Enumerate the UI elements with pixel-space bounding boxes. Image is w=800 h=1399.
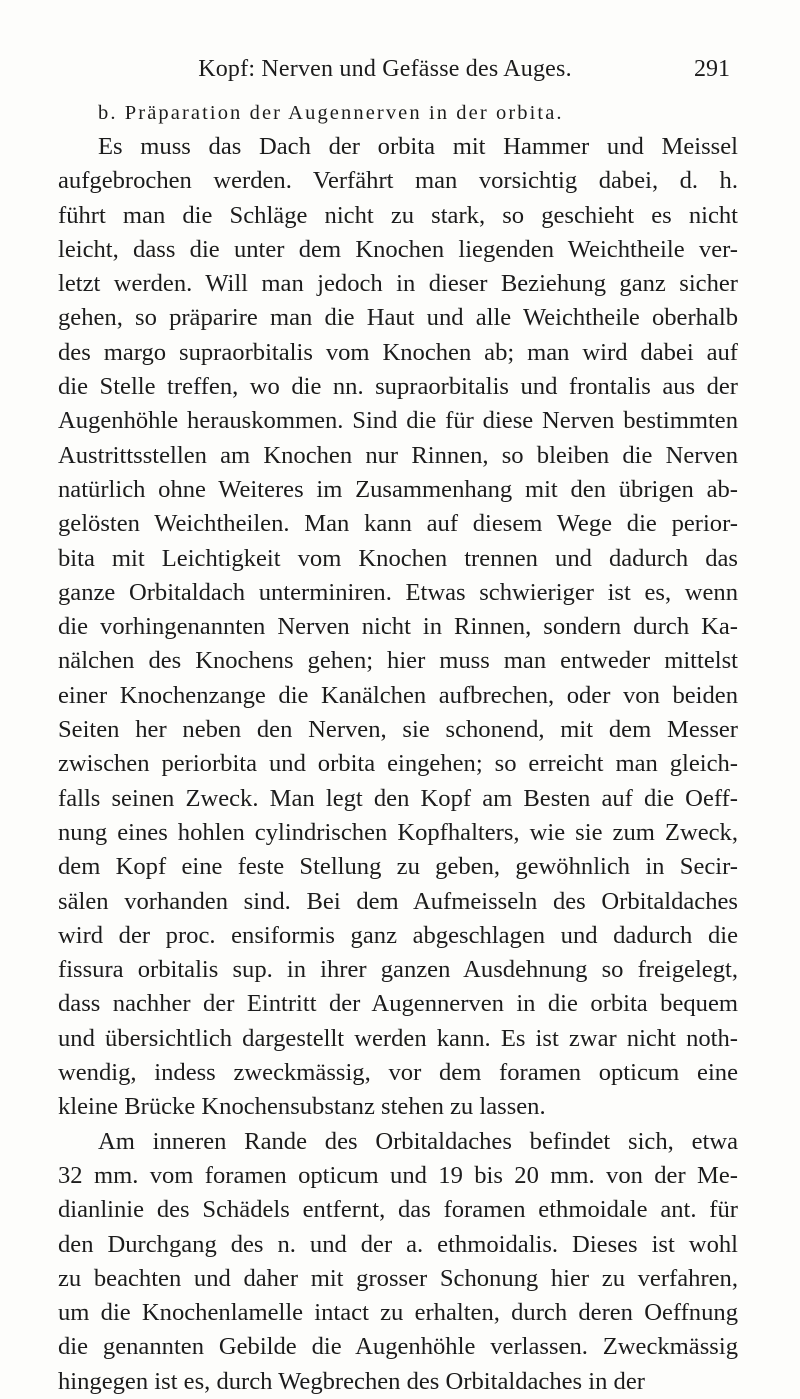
section-heading: b. Präparation der Augennerven in der orbita.: [98, 102, 564, 124]
text-line: des margo supraorbitalis vom Knochen ab; man wird dabei auf: [58, 338, 738, 366]
text-line: zu beachten und daher mit grosser Schonung hier zu verfahren,: [58, 1264, 738, 1292]
text-line: dass nachher der Eintritt der Augennerven in die orbita bequem: [58, 990, 738, 1018]
text-line: gelösten Weichtheilen. Man kann auf diesem Wege die perior-: [58, 510, 738, 538]
text-line: dem Kopf eine feste Stellung zu geben, gewöhnlich in Secir-: [58, 853, 738, 881]
text-line: führt man die Schläge nicht zu stark, so geschieht es nicht: [58, 201, 738, 229]
text-line: um die Knochenlamelle intact zu erhalten, durch deren Oeffnung: [58, 1299, 738, 1327]
text-line: Austrittsstellen am Knochen nur Rinnen, so bleiben die Nerven: [58, 441, 738, 469]
page-header: [40, 56, 730, 92]
paragraph: [58, 130, 738, 1125]
page-number: 291: [694, 56, 730, 82]
text-line: wird der proc. ensiformis ganz abgeschlagen und dadurch die: [58, 921, 738, 949]
text-line: hingegen ist es, durch Wegbrechen des Orbitaldaches in der: [58, 1367, 645, 1395]
text-line: Am inneren Rande des Orbitaldaches befindet sich, etwa: [98, 1127, 738, 1155]
text-line: die Stelle treffen, wo die nn. supraorbitalis und frontalis aus der: [58, 373, 738, 401]
text-line: bita mit Leichtigkeit vom Knochen trennen und dadurch das: [58, 544, 738, 572]
text-line: falls seinen Zweck. Man legt den Kopf am Besten auf die Oeff-: [58, 784, 738, 812]
text-line: die genannten Gebilde die Augenhöhle verlassen. Zweckmässig: [58, 1333, 738, 1361]
text-line: Seiten her neben den Nerven, sie schonend, mit dem Messer: [58, 716, 738, 744]
text-line: die vorhingenannten Nerven nicht in Rinnen, sondern durch Ka-: [58, 613, 738, 641]
running-title: Kopf: Nerven und Gefässe des Auges.: [198, 56, 572, 82]
text-line: dianlinie des Schädels entfernt, das foramen ethmoidale ant. für: [58, 1196, 738, 1224]
text-line: nung eines hohlen cylindrischen Kopfhalters, wie sie zum Zweck,: [58, 818, 738, 846]
text-line: Augenhöhle herauskommen. Sind die für diese Nerven bestimmten: [58, 407, 738, 435]
text-line: gehen, so präparire man die Haut und alle Weichtheile oberhalb: [58, 304, 738, 332]
text-line: natürlich ohne Weiteres im Zusammenhang mit den übrigen ab-: [58, 475, 738, 503]
text-line: sälen vorhanden sind. Bei dem Aufmeisseln des Orbitaldaches: [58, 887, 738, 915]
text-line: aufgebrochen werden. Verfährt man vorsichtig dabei, d. h.: [58, 167, 738, 195]
paragraph: [58, 1125, 738, 1399]
text-line: fissura orbitalis sup. in ihrer ganzen Ausdehnung so freigelegt,: [58, 956, 738, 984]
text-line: ganze Orbitaldach unterminiren. Etwas schwieriger ist es, wenn: [58, 578, 738, 606]
text-line: leicht, dass die unter dem Knochen liegenden Weichtheile ver-: [58, 235, 738, 263]
text-line: einer Knochenzange die Kanälchen aufbrechen, oder von beiden: [58, 681, 738, 709]
text-line: 32 mm. vom foramen opticum und 19 bis 20 mm. von der Me-: [58, 1161, 738, 1189]
text-line: zwischen periorbita und orbita eingehen; so erreicht man gleich-: [58, 750, 738, 778]
text-line: kleine Brücke Knochensubstanz stehen zu lassen.: [58, 1093, 546, 1121]
text-line: und übersichtlich dargestellt werden kann. Es ist zwar nicht noth-: [58, 1024, 738, 1052]
text-line: letzt werden. Will man jedoch in dieser Beziehung ganz sicher: [58, 270, 738, 298]
text-line: nälchen des Knochens gehen; hier muss man entweder mittelst: [58, 647, 738, 675]
text-line: den Durchgang des n. und der a. ethmoidalis. Dieses ist wohl: [58, 1230, 738, 1258]
body-text: [58, 130, 738, 1399]
text-line: Es muss das Dach der orbita mit Hammer und Meissel: [98, 133, 738, 160]
text-line: wendig, indess zweckmässig, vor dem foramen opticum eine: [58, 1059, 738, 1087]
